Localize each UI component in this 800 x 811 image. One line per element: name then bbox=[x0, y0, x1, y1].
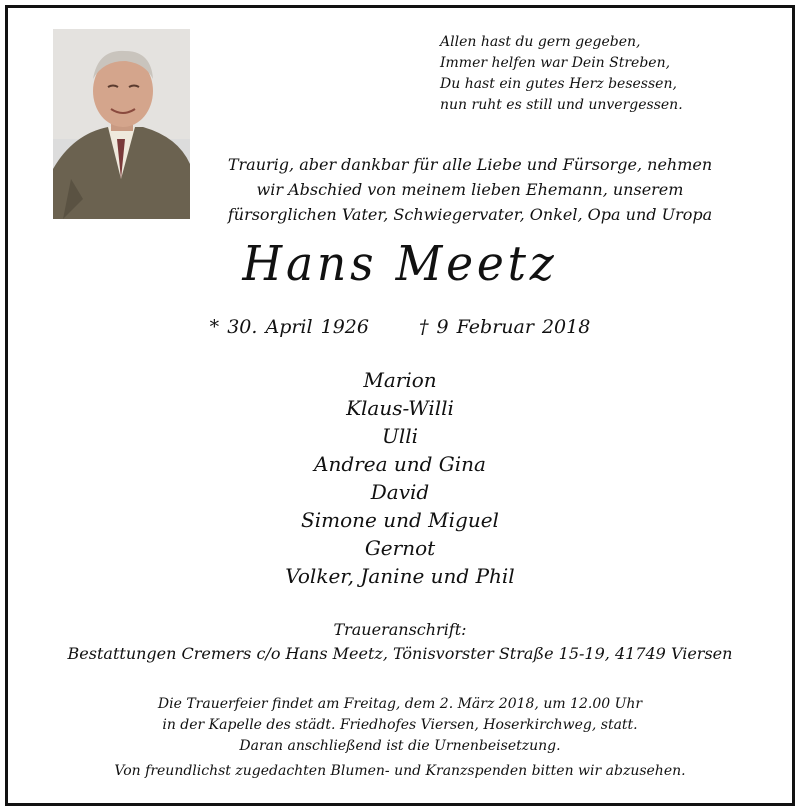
family-member: Andrea und Gina bbox=[314, 452, 486, 476]
family-member: Marion bbox=[363, 368, 437, 392]
death-date: † 9 Februar 2018 bbox=[418, 316, 591, 338]
family-member: Ulli bbox=[381, 424, 419, 448]
portrait-image bbox=[53, 29, 190, 219]
ceremony-line: Daran anschließend ist die Urnenbeisetzung. bbox=[239, 738, 561, 754]
family-member: David bbox=[370, 480, 430, 504]
life-dates bbox=[0, 316, 800, 338]
poem-line: Du hast ein gutes Herz besessen, bbox=[440, 76, 677, 92]
family-member: Volker, Janine und Phil bbox=[285, 564, 515, 588]
memorial-poem bbox=[440, 32, 760, 116]
ceremony-line: in der Kapelle des städt. Friedhofes Viersen, Hoserkirchweg, statt. bbox=[162, 717, 638, 733]
intro-line: Traurig, aber dankbar für alle Liebe und Fürsorge, nehmen bbox=[227, 155, 713, 174]
ceremony-info bbox=[0, 694, 800, 757]
intro-line: wir Abschied von meinem lieben Ehemann, unserem bbox=[256, 180, 684, 199]
portrait-photo bbox=[53, 29, 190, 219]
mourning-address: Bestattungen Cremers c/o Hans Meetz, Tönisvorster Straße 15-19, 41749 Viersen bbox=[67, 644, 733, 663]
family-member: Gernot bbox=[364, 536, 436, 560]
family-list bbox=[0, 366, 800, 590]
poem-line: Allen hast du gern gegeben, bbox=[440, 34, 641, 50]
address-title: Traueranschrift: bbox=[333, 620, 467, 639]
family-member: Klaus-Willi bbox=[346, 396, 454, 420]
birth-date: * 30. April 1926 bbox=[209, 316, 369, 338]
flowers-note: Von freundlichst zugedachten Blumen- und Kranzspenden bitten wir abzusehen. bbox=[114, 763, 686, 779]
poem-line: nun ruht es still und unvergessen. bbox=[440, 97, 683, 113]
intro-text bbox=[200, 152, 740, 227]
deceased-name: Hans Meetz bbox=[242, 236, 558, 292]
ceremony-line: Die Trauerfeier findet am Freitag, dem 2. März 2018, um 12.00 Uhr bbox=[157, 696, 643, 712]
intro-line: fürsorglichen Vater, Schwiegervater, Onkel, Opa und Uropa bbox=[227, 205, 713, 224]
family-member: Simone und Miguel bbox=[301, 508, 499, 532]
poem-line: Immer helfen war Dein Streben, bbox=[440, 55, 671, 71]
